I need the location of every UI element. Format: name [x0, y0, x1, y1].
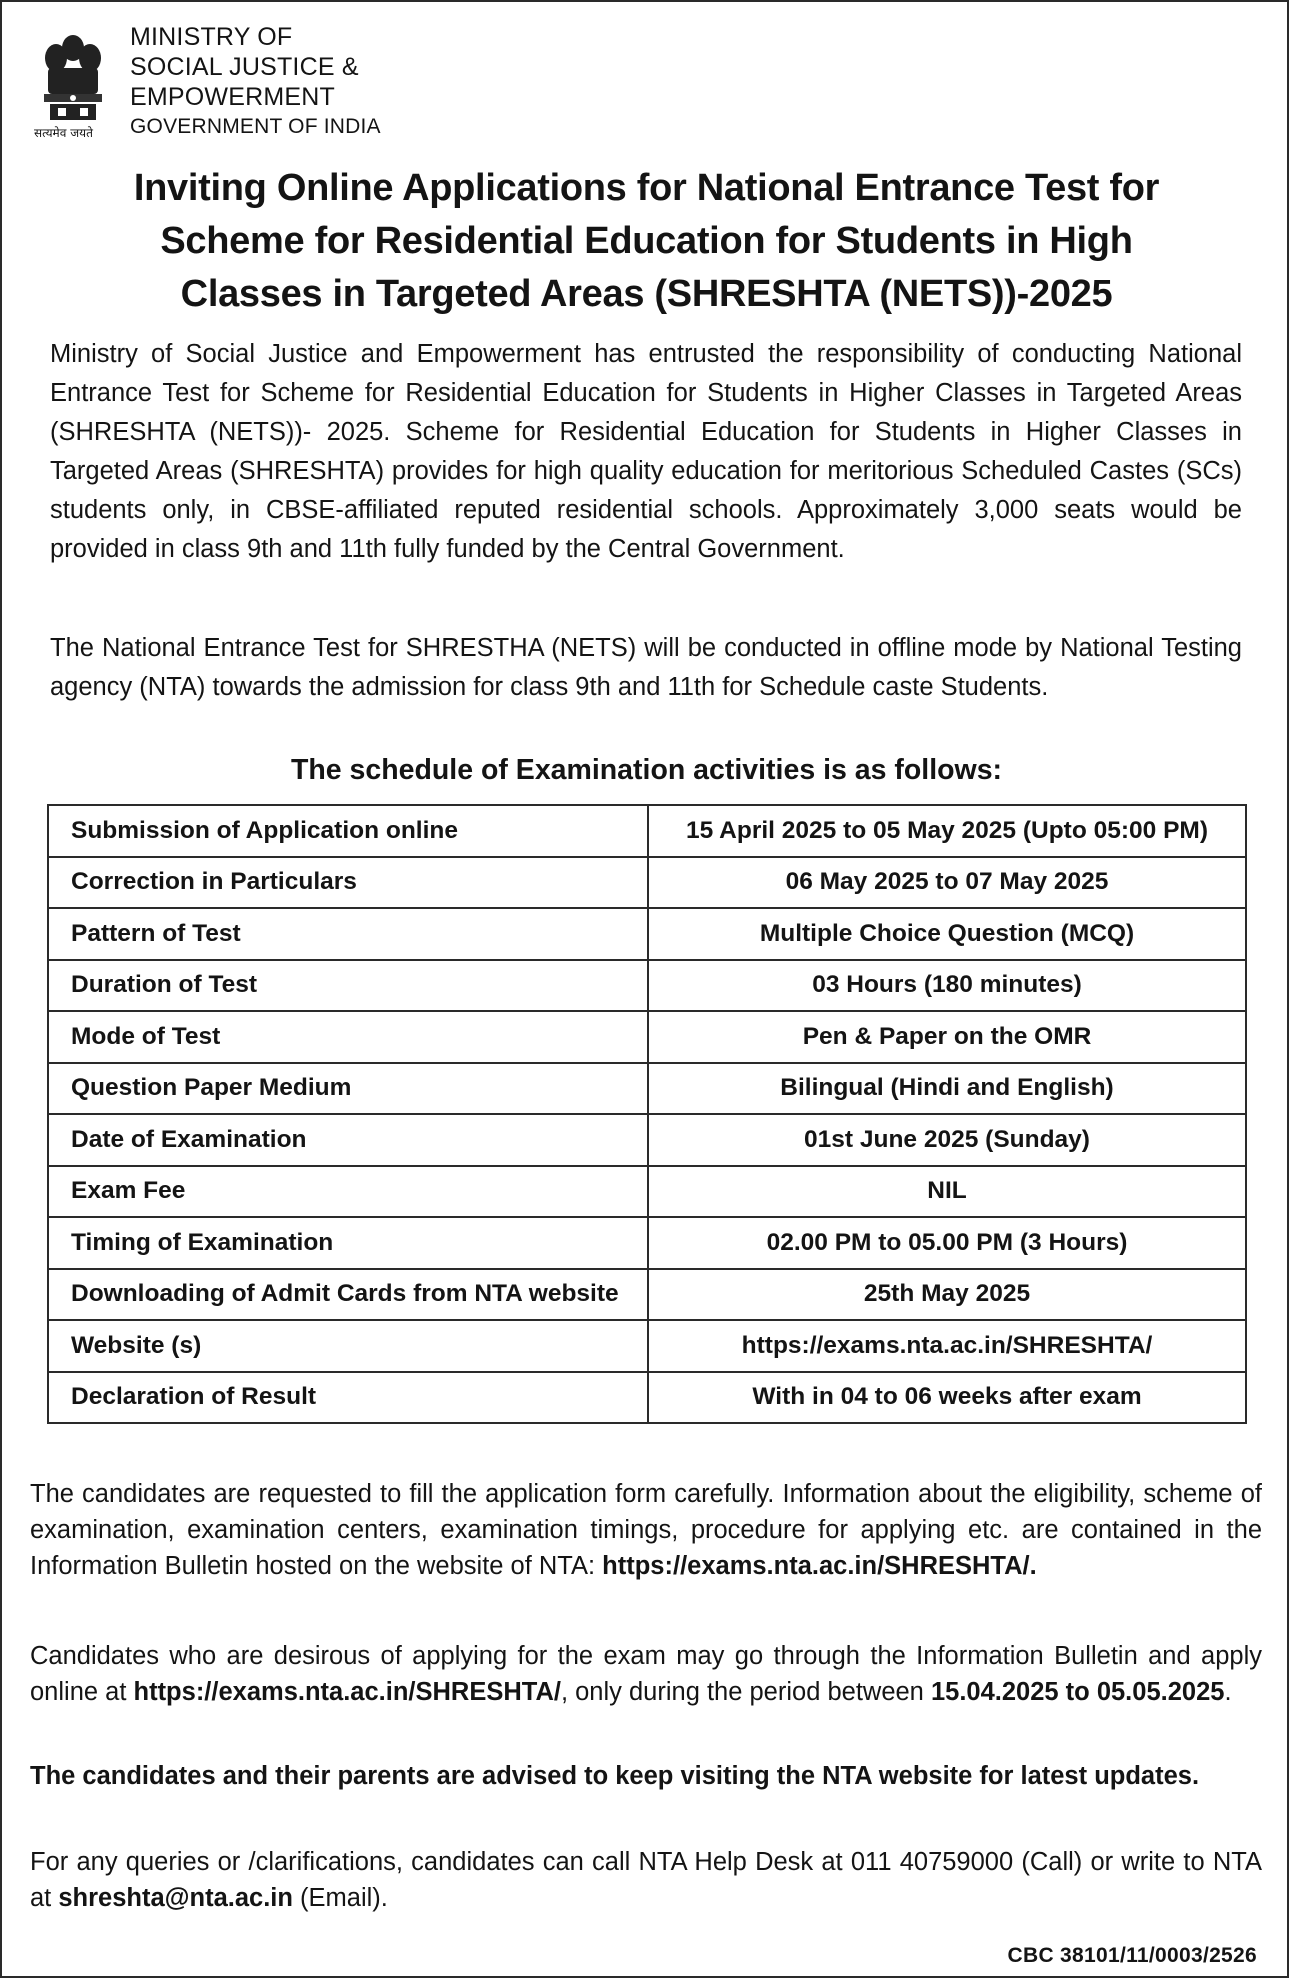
- schedule-label: Submission of Application online: [48, 805, 648, 857]
- table-row: [48, 960, 1246, 1012]
- schedule-label: Declaration of Result: [48, 1372, 648, 1424]
- table-row: [48, 805, 1246, 857]
- table-row: [48, 908, 1246, 960]
- apply-text: .: [1224, 1678, 1232, 1706]
- ministry-name: [130, 22, 381, 142]
- table-row: [48, 1320, 1246, 1372]
- schedule-value: 01st June 2025 (Sunday): [648, 1114, 1246, 1166]
- ministry-line: EMPOWERMENT: [130, 83, 335, 111]
- title-line: Scheme for Residential Education for Students in High: [160, 220, 1133, 262]
- exam-mode-paragraph: The National Entrance Test for SHRESTHA (NETS) will be conducted in offline mode by National Testing agency (NTA) towards the admission for class 9th and 11th for Schedule caste Students.: [50, 634, 1242, 701]
- intro-paragraph: Ministry of Social Justice and Empowerment has entrusted the responsibility of conducting National Entrance Test for Scheme for Residential Education for Students in Higher Classes in Targeted Areas (SHRESHTA (NETS))- 2025. Scheme for Residential Education for Students in Higher Classes in Targeted Areas (SHRESHTA) provides for high quality education for meritorious Scheduled Castes (SCs) students only, in CBSE-affiliated reputed residential schools. Approximately 3,000 seats would be provided in class 9th and 11th fully funded by the Central Government.: [50, 340, 1242, 563]
- helpdesk-text: For any queries or /clarifications, candidates can call NTA Help Desk at 011 40759000 (Call) or write to NTA at: [30, 1848, 1262, 1912]
- schedule-label: Timing of Examination: [48, 1217, 648, 1269]
- schedule-value: 02.00 PM to 05.00 PM (3 Hours): [648, 1217, 1246, 1269]
- schedule-value: 25th May 2025: [648, 1269, 1246, 1321]
- table-row: [48, 1114, 1246, 1166]
- ministry-header: [24, 16, 624, 146]
- schedule-value: 15 April 2025 to 05 May 2025 (Upto 05:00 PM): [648, 805, 1246, 857]
- schedule-label: Website (s): [48, 1320, 648, 1372]
- ministry-line: SOCIAL JUSTICE &: [130, 53, 359, 81]
- cbc-code: CBC 38101/11/0003/2526: [1007, 1944, 1257, 1967]
- schedule-value: 03 Hours (180 minutes): [648, 960, 1246, 1012]
- apply-text: Candidates who are desirous of applying for the exam may go through the Information Bulletin and apply online at: [30, 1642, 1262, 1706]
- application-info-text: The candidates are requested to fill the application form carefully. Information about the eligibility, scheme of examination, examination centers, examination timings, procedure for applying etc. are contained in the Information Bulletin hosted on the website of NTA:: [30, 1480, 1262, 1580]
- table-row: [48, 1166, 1246, 1218]
- schedule-label: Exam Fee: [48, 1166, 648, 1218]
- schedule-table: [47, 804, 1247, 1424]
- application-period: 15.04.2025 to 05.05.2025: [930, 1678, 1225, 1706]
- nta-website-link[interactable]: https://exams.nta.ac.in/SHRESHTA/.: [602, 1552, 1037, 1580]
- schedule-label: Mode of Test: [48, 1011, 648, 1063]
- schedule-label: Question Paper Medium: [48, 1063, 648, 1115]
- schedule-label: Downloading of Admit Cards from NTA website: [48, 1269, 648, 1321]
- table-row: [48, 857, 1246, 909]
- schedule-value: Multiple Choice Question (MCQ): [648, 908, 1246, 960]
- schedule-label: Duration of Test: [48, 960, 648, 1012]
- schedule-value: 06 May 2025 to 07 May 2025: [648, 857, 1246, 909]
- application-info-paragraph: [30, 1476, 1262, 1584]
- nta-email-link[interactable]: shreshta@nta.ac.in: [58, 1884, 293, 1912]
- notice-title: [32, 162, 1261, 321]
- schedule-value: With in 04 to 06 weeks after exam: [648, 1372, 1246, 1424]
- ministry-line: MINISTRY OF: [130, 23, 293, 51]
- apply-website-link[interactable]: https://exams.nta.ac.in/SHRESHTA/: [133, 1678, 561, 1706]
- schedule-value[interactable]: https://exams.nta.ac.in/SHRESHTA/: [648, 1320, 1246, 1372]
- schedule-value: Pen & Paper on the OMR: [648, 1011, 1246, 1063]
- schedule-label: Pattern of Test: [48, 908, 648, 960]
- schedule-label: Date of Examination: [48, 1114, 648, 1166]
- government-of-india: GOVERNMENT OF INDIA: [130, 115, 381, 138]
- apply-text: , only during the period between: [560, 1678, 931, 1706]
- schedule-value: Bilingual (Hindi and English): [648, 1063, 1246, 1115]
- advisory-paragraph: The candidates and their parents are advised to keep visiting the NTA website for latest updates.: [30, 1762, 1200, 1790]
- schedule-label: Correction in Particulars: [48, 857, 648, 909]
- schedule-heading: The schedule of Examination activities is as follows:: [290, 754, 1003, 786]
- table-row: [48, 1269, 1246, 1321]
- table-row: [48, 1217, 1246, 1269]
- emblem-motto: सत्यमेव जयते: [34, 126, 93, 140]
- title-line: Inviting Online Applications for National Entrance Test for: [133, 167, 1160, 209]
- table-row: [48, 1372, 1246, 1424]
- helpdesk-paragraph: [30, 1844, 1262, 1916]
- schedule-value: NIL: [648, 1166, 1246, 1218]
- helpdesk-text: (Email).: [292, 1884, 388, 1912]
- table-row: [48, 1063, 1246, 1115]
- apply-online-paragraph: [30, 1638, 1262, 1710]
- title-line: Classes in Targeted Areas (SHRESHTA (NETS))-2025: [180, 273, 1113, 315]
- table-row: [48, 1011, 1246, 1063]
